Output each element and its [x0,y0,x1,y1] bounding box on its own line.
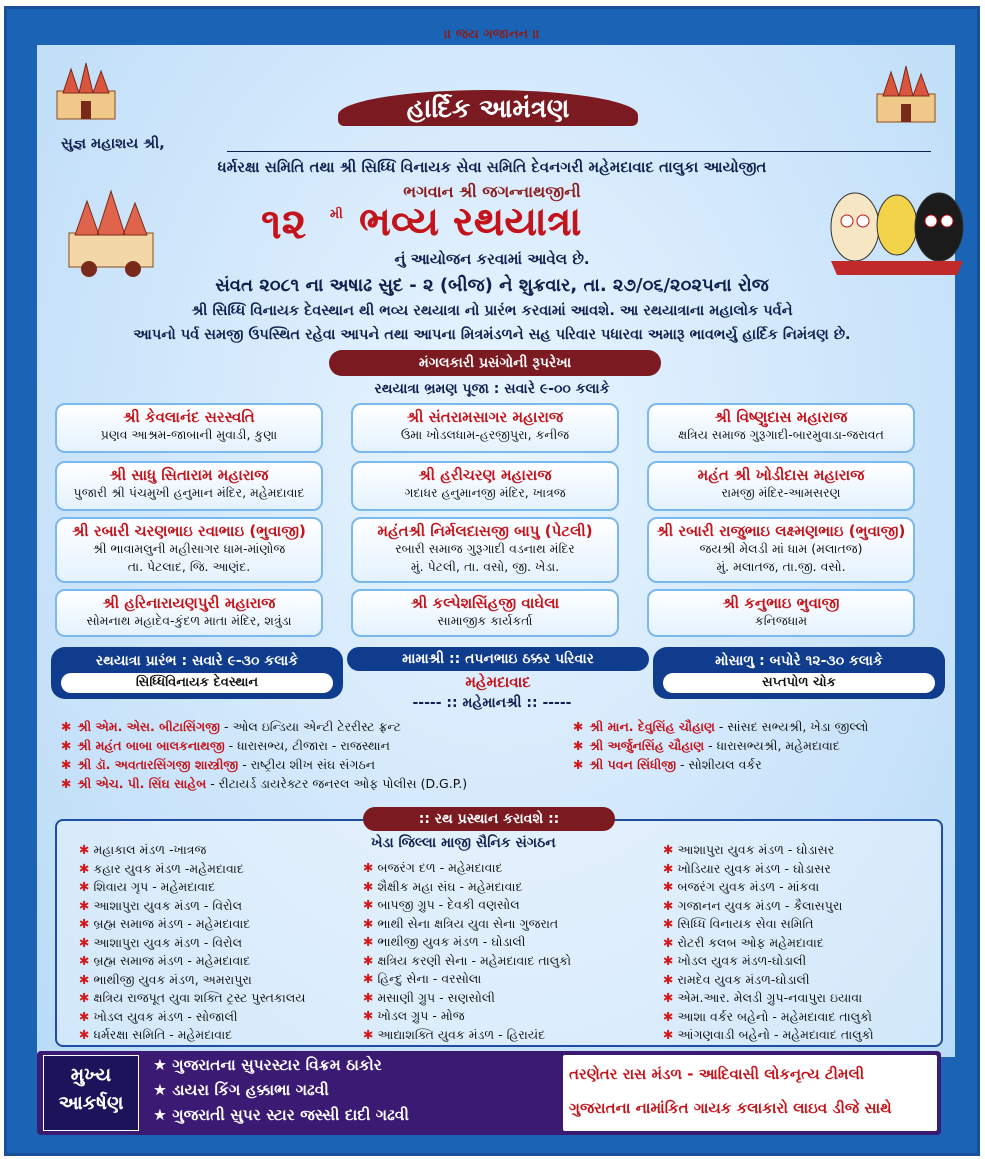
departure-text: બ્રહ્મ સમાજ મંડળ - મહેમદાવાદ [93,953,251,968]
star-icon: ✱ [363,989,378,1005]
star-icon: ✱ [79,1027,94,1042]
event-tagline: નું આયોજન કરવામાં આવેલ છે. [394,250,590,268]
departure-item [79,952,306,971]
departure-text: આશાપુરા યુવક મંડળ - ઘોડાસર [677,842,835,857]
departure-col-1 [79,841,306,1045]
saint-card [55,589,323,637]
star-icon: ✱ [79,842,94,857]
saint-place: સોમનાથ મહાદેવ-કુંદળ માતા મંદિર, શત્રુંડા [86,613,292,628]
saint-name: શ્રી હરીચરણ મહારાજ [418,466,552,484]
attraction-item [153,1106,409,1125]
saint-card [55,461,323,511]
saint-name: શ્રી રબારી ચરણભાઇ રવાભાઇ (ભુવાજી) [72,522,306,540]
departure-text: આશાપુરા યુવક મંડળ - વિરોલ [93,934,243,950]
departure-item [79,841,306,860]
star-icon: ✱ [363,934,378,949]
invite-line-1: શ્રી સિધ્ધિ વિનાયક દેવસ્થાન થી ભવ્ય રથયાત્રા નો પ્રારંભ કરવામાં આવશે. આ રથયાત્રાના મહાલોક પર્વને [191,303,793,319]
departure-item [363,952,571,971]
event-name: ભવ્ય રથયાત્રા [359,199,582,245]
departure-text: બજરંગ યુવક મંડળ - માંકવા [677,879,820,894]
departure-item [663,952,874,971]
guest-role: - રાષ્ટ્રીય શીખ સંઘ સંગઠન [238,757,376,772]
star-icon: ✱ [79,860,94,876]
guest-item [573,757,762,773]
saint-name: શ્રી કલ્પેશસિંહજી વાઘેલા [410,594,560,612]
star-icon: ✱ [663,934,678,950]
saint-place: તા. પેટલાદ, જિ. આણંદ. [127,559,251,574]
attraction-text: ગુજરાતી સુપર સ્ટાર જસ્સી દાદી ગઢવી [172,1106,409,1124]
departure-text: આદ્યાશક્તિ યુવક મંડળ - હિરાયંદ [377,1026,546,1042]
star-icon: ✱ [363,897,378,912]
guest-name: શ્રી અર્જુનસિંહ ચૌહાણ [589,738,705,753]
attractions-right-1: તરણેતર રાસ મંડળ - આદિવાસી લોકનૃત્ય ટીમલી [569,1065,865,1083]
star-icon: ✱ [363,952,378,968]
departure-item [79,934,306,953]
departure-item [663,897,874,916]
star-icon: ✱ [61,719,72,734]
star-icon: ✱ [79,879,94,894]
start-label: રથયાત્રા પ્રારંભ : સવારે ૯-૩૦ કલાકે [95,653,299,669]
departure-item [663,989,874,1008]
guest-item [61,757,375,773]
saint-name: શ્રી સાધુ સિતારામ મહારાજ [109,466,269,484]
attractions-right-2: ગુજરાતના નામાંકિત ગાયક કલાકારો લાઇવ ડીજે સાથે [569,1099,892,1117]
saint-card [647,589,915,637]
star-icon: ✱ [663,916,678,931]
saint-place: શ્રી ભાવામલુની મહીસાગર ધામ-માંણોજ [92,541,286,556]
departure-text: એમ.આર. મેલડી ગ્રુપ-નવાપુરા ઇયાવા [677,990,863,1005]
temple-icon [871,64,941,124]
saint-place: ઉમા ખોડલધામ-હરજીપુરા, કનીજ [400,427,570,442]
departure-text: ક્ષત્રિય કરણી સેના - મહેમદાવાદ તાલુકો [377,952,572,968]
departure-text: ગજાનન યુવક મંડળ - કૈલાસપુરા [677,897,843,913]
star-icon: ✱ [79,916,94,931]
guest-role: - ધારાસભ્ય, ટીજારા - રાજસ્થાન [224,738,390,753]
saint-name: શ્રી રબારી રાજુભાઇ લક્ષ્મણભાઇ (ભુવાજી) [656,522,906,540]
star-icon: ✱ [363,860,378,875]
mama-label: મામાશ્રી :: તપનભાઇ ઠક્કર પરિવાર [347,647,649,671]
departure-item [79,1008,306,1027]
departure-item [363,915,571,934]
guest-name: શ્રી મહંત બાબા બાલકનાથજી [77,738,225,753]
departure-text: હિન્દુ સેના - વરસોલા [377,971,482,986]
departure-item [663,934,874,953]
departure-item [79,989,306,1008]
attraction-text: ડાયરા કિંગ હક્કાભા ગઢવી [172,1081,329,1099]
star-icon: ✱ [663,990,678,1005]
guest-item [61,719,401,735]
attraction-text: ગુજરાતના સુપરસ્ટાર વિક્રમ ઠાકોર [172,1056,382,1074]
guest-role: - સોશીયલ વર્કર [676,757,762,772]
star-icon: ✱ [663,860,678,876]
saint-place: રામજી મંદિર-આમસરણ [721,485,841,500]
departure-item [363,896,571,915]
guests-heading: ----- :: મહેમાનશ્રી :: ----- [412,695,572,711]
departure-text: શૈક્ષીક મહા સંઘ - મહેમદાવાદ [377,878,523,894]
saint-name: શ્રી વિષ્ણુદાસ મહારાજ [714,408,848,426]
invocation-text: ।। જય ગજાનન ।। [444,27,540,42]
star-icon: ✱ [663,897,678,913]
mosalu-label: મોસાળુ : બપોરે ૧૨-૩૦ કલાકે [715,653,883,669]
departure-text: આશાપુરા યુવક મંડળ - વિરોલ [93,897,243,913]
star-icon: ✱ [363,1026,378,1042]
star-icon: ✱ [573,757,584,772]
departure-item [663,971,874,990]
star-icon: ✱ [663,971,678,987]
saint-card [647,517,915,583]
star-icon: ✱ [79,934,94,950]
temple-icon [51,61,121,121]
departure-col-3 [663,841,874,1045]
departure-text: રામદેવ યુવક મંડળ-ઘોડાલી [677,971,810,987]
puja-time: રથયાત્રા ભ્રમણ પૂજા : સવારે ૯-૦૦ કલાકે [374,381,610,397]
departure-item [79,971,306,990]
saint-card [351,461,619,511]
departure-item [663,841,874,860]
departure-text: કહાર યુવક મંડળ -મહેમદાવાદ [93,860,244,876]
saint-name: મહંતશ્રી નિર્મલદાસજી બાપુ (પેટલી) [377,522,593,540]
departure-text: બ્રહ્મ સમાજ મંડળ - મહેમદાવાદ [93,916,251,931]
saint-place: જયશ્રી મેલડી માં ધામ (મલાતજ) [699,541,863,556]
star-icon: ✱ [663,1008,678,1024]
guest-name: શ્રી પવન સિંધીજી [589,757,677,772]
departure-text: ધર્મરક્ષા સમિતિ - મહેમદાવાદ [93,1027,233,1042]
departure-item [363,1026,571,1045]
saint-card [55,517,323,583]
departure-text: ભાથી સેના ક્ષત્રિય યુવા સેના ગુજરાત [377,915,559,931]
departure-text: ખોડલ યુવક મંડળ - સોજાલી [93,1008,238,1024]
saint-place: પ્રણવ આશ્રમ-જાબાની મુવાડી, કુણા [100,427,278,442]
guest-item [61,776,467,792]
departure-text: ભાથીજી યુવક મંડળ, અમરાપુરા [93,971,252,987]
mosalu-place: સપ્તપોળ ચોક [663,673,935,693]
deity-line: ભગવાન શ્રી જગન્નાથજીની [403,182,581,201]
departure-item [363,859,571,878]
departure-text: મહાકાલ મંડળ -ખાત્રજ [93,842,207,857]
start-place: સિધ્ધિવિનાયક દેવસ્થાન [61,673,333,693]
star-icon: ✱ [61,757,72,772]
departure-item [663,860,874,879]
departure-item [79,897,306,916]
saint-place: પુજારી શ્રી પંચમુખી હનુમાન મંદિર, મહેમદાવાદ [73,485,305,500]
departure-item [79,1026,306,1045]
start-block [51,647,343,699]
saint-place: મું. પેટલી, તા. વસો, જી. ખેડા. [410,559,560,574]
saint-name: શ્રી હરિનારાયણપુરી મહારાજ [102,594,276,612]
title-banner: હાર્દિક આમંત્રણ [338,90,638,126]
saint-name: શ્રી સંતરામસાગર મહારાજ [406,408,564,426]
saint-name: શ્રી કેવલાનંદ સરસ્વતિ [123,408,255,426]
saint-card [55,403,323,453]
guest-name: શ્રી માન. દેવુસિંહ ચૌહાણ [589,719,715,734]
star-icon: ✱ [663,879,678,894]
star-icon: ✱ [79,953,94,968]
saint-place: ક્ષત્રિય સમાજ ગુરૂગાદી-બારમુવાડા-જરાવત [678,427,884,442]
star-icon: ✱ [363,878,378,894]
departure-item [79,860,306,879]
date-line: સંવત ૨૦૮૧ ના અષાઢ સુદ - ૨ (બીજ) ને શુક્રવાર, તા. ૨૭/૦૬/૨૦૨૫ના રોજ [215,275,769,296]
mosalu-block [653,647,945,699]
attractions-label-1: મુખ્ય [70,1064,112,1086]
star-icon: ✱ [61,738,72,753]
departure-text: ખોડલ યુવક મંડળ-ઘોડાલી [677,953,807,968]
attraction-item [153,1081,329,1100]
guest-role: - સાંસદ સભ્યશ્રી, ખેડા જીલ્લો [714,719,869,734]
guest-role: - ધારાસભ્યશ્રી, મહેમદાવાદ [704,738,840,753]
departure-text: ખોડલ ગ્રુપ - મોજ [377,1008,465,1023]
organizer-line: ધર્મરક્ષા સમિતિ તથા શ્રી સિધ્ધિ વિનાયક સેવા સમિતિ દેવનગરી મહેમદાવાદ તાલુકા આયોજીત [217,158,767,176]
event-number: ૧૨ [261,199,307,248]
star-icon: ★ [153,1056,173,1074]
saint-place: કનિજધામ [754,613,808,628]
departure-heading: :: રથ પ્રસ્થાન કરાવશે :: [363,807,615,831]
star-icon: ✱ [573,719,584,734]
departure-text: મસાણી ગ્રુપ - સણસોલી [377,989,495,1005]
attractions-label [43,1055,139,1131]
star-icon: ✱ [573,738,584,753]
departure-item [363,970,571,989]
attraction-item [153,1056,382,1075]
saint-card [351,517,619,583]
guest-item [573,719,868,735]
star-icon: ✱ [663,953,678,968]
saint-card [351,589,619,637]
departure-item [363,878,571,897]
guest-role: - રીટાયર્ડ ડાયરેક્ટર જનરલ ઓફ પોલીસ (D.G.P.) [206,776,468,791]
star-icon: ✱ [663,1027,678,1042]
departure-text: ક્ષત્રિય રાજપૂત યુવા શક્તિ ટ્રસ્ટ પુસ્તકાલય [93,990,306,1005]
star-icon: ✱ [61,776,72,791]
departure-item [663,878,874,897]
star-icon: ★ [153,1081,173,1099]
star-icon: ✱ [79,990,94,1005]
guest-name: શ્રી એચ. પી. સિંઘ સાહેબ [77,776,207,791]
program-heading: મંગલકારી પ્રસંગોની રૂપરેખા [329,350,661,376]
guest-item [573,738,840,754]
departure-text: રોટરી કલબ ઓફ મહેમદાવાદ [677,934,824,950]
departure-col-2 [363,859,571,1044]
star-icon: ★ [153,1106,173,1124]
guest-item [61,738,390,754]
saint-place: મું. મલાતજ, તા.જી. વસો. [716,559,846,574]
star-icon: ✱ [363,1008,378,1023]
star-icon: ✱ [79,1008,94,1024]
departure-item [79,878,306,897]
saint-name: શ્રી કનુભાઇ ભુવાજી [722,594,840,612]
departure-item [363,1007,571,1026]
departure-item [663,1026,874,1045]
saint-card [647,403,915,453]
guest-name: શ્રી ડૉ. અવતારસિંગજી શાસ્ત્રીજી [77,757,239,772]
departure-item [663,1008,874,1027]
departure-text: બાપજી ગ્રુપ - દેવકી વણસોલ [377,897,520,912]
saint-place: ગદાધર હનુમાનજી મંદિર, ખાત્રજ [404,485,566,500]
saint-name: મહંત શ્રી ખોડીદાસ મહારાજ [697,466,865,484]
guest-name: શ્રી એમ. એસ. બીટાસિંગજી [77,719,220,734]
departure-item [363,989,571,1008]
departure-text: આંગણવાડી બહેનો - મહેમદાવાદ તાલુકો [677,1027,874,1042]
departure-text: ભાથીજી યુવક મંડળ - ઘોડાલી [377,934,526,949]
departure-sub: ખેડા જિલ્લા માજી સૈનિક સંગઠન [371,835,556,851]
departure-text: સિધ્ધિ વિનાયક સેવા સમિતિ [677,916,814,931]
attractions-right [563,1055,937,1131]
star-icon: ✱ [663,842,678,857]
invite-line-2: આપનો પર્વ સમજી ઉપસ્થિત રહેવા આપને તથા આપના મિત્રમંડળને સહ પરિવાર પધારવા અમારૂ ભાવભર્યુ હાર્દિક નિમંત્રણ છે. [133,327,851,343]
departure-item [79,915,306,934]
departure-text: શિવાય ગૃપ - મહેમદાવાદ [93,879,216,894]
departure-text: આશા વર્કર બહેનો - મહેમદાવાદ તાલુકો [677,1008,873,1024]
saint-place: સામાજીક કાર્યકર્તા [437,613,533,628]
saint-card [647,461,915,511]
invitation-card [4,6,980,1156]
departure-text: ખોડિયાર યુવક મંડળ - ઘોડાસર [677,860,831,876]
salutation-line [227,151,931,152]
mama-place: મહેમદાવાદ [465,673,531,691]
star-icon: ✱ [79,897,94,913]
departure-text: બજરંગ દળ - મહેમદાવાદ [377,860,503,875]
salutation: સુજ્ઞ મહાશય શ્રી, [61,136,165,152]
event-suffix: મી [330,207,343,222]
departure-item [663,915,874,934]
saint-card [351,403,619,453]
attractions-label-2: આકર્ષણ [58,1092,124,1114]
guest-role: - ઓલ ઇન્ડિયા એન્ટી ટેરરીસ્ટ ફ્રન્ટ [219,719,401,734]
star-icon: ✱ [363,971,378,986]
saint-place: રબારી સમાજ ગુરૂગાદી વડનાથ મંદિર [395,541,575,556]
star-icon: ✱ [79,971,94,987]
star-icon: ✱ [363,915,378,931]
departure-item [363,933,571,952]
